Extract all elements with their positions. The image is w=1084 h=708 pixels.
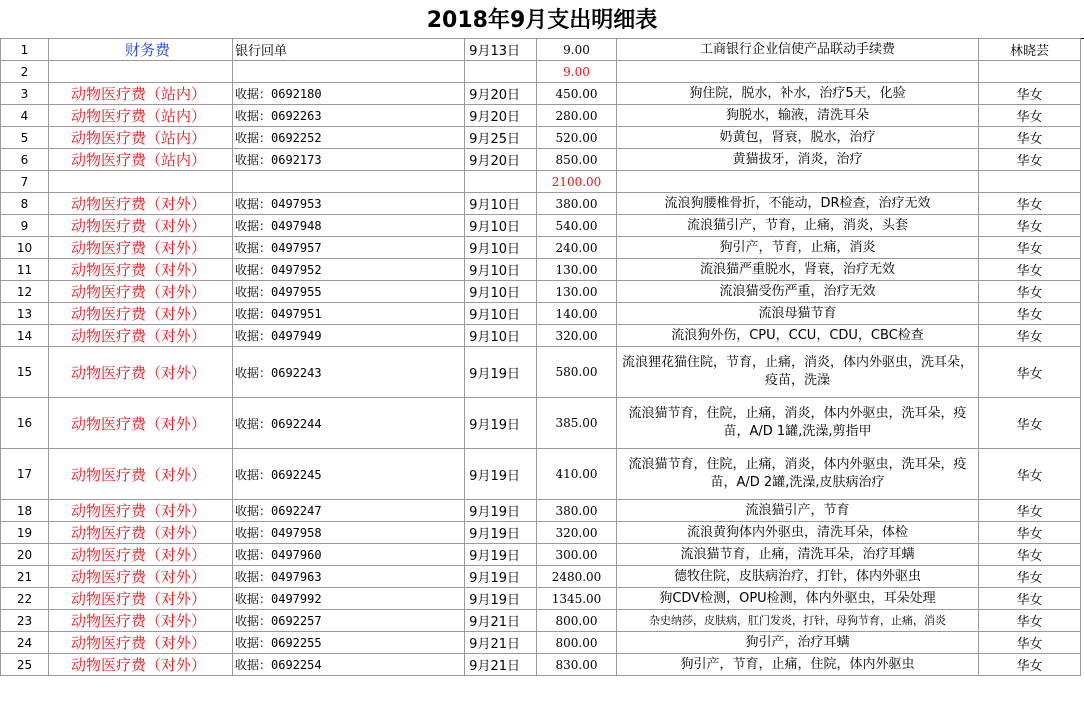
handler-cell[interactable]: 华女: [979, 566, 1081, 588]
row-number-cell[interactable]: 3: [1, 83, 49, 105]
category-cell[interactable]: 动物医疗费（站内）: [49, 105, 233, 127]
amount-cell[interactable]: 385.00: [537, 398, 617, 449]
table-row: [1, 303, 1081, 325]
receipt-cell[interactable]: 收据：0692247: [233, 500, 465, 522]
category-cell[interactable]: [49, 61, 233, 83]
table-row: [1, 347, 1081, 398]
date-cell[interactable]: 9月21日: [465, 654, 537, 676]
table-row: [1, 325, 1081, 347]
receipt-cell[interactable]: 收据：0497960: [233, 544, 465, 566]
category-cell[interactable]: 动物医疗费（对外）: [49, 281, 233, 303]
table-row: [1, 171, 1081, 193]
handler-cell[interactable]: 华女: [979, 522, 1081, 544]
receipt-cell[interactable]: 收据：0692244: [233, 398, 465, 449]
category-cell[interactable]: 动物医疗费（对外）: [49, 325, 233, 347]
amount-cell[interactable]: 410.00: [537, 449, 617, 500]
category-cell[interactable]: 动物医疗费（对外）: [49, 610, 233, 632]
description-cell[interactable]: 流浪猫引产，节育: [617, 500, 979, 522]
row-number-cell[interactable]: 2: [1, 61, 49, 83]
amount-cell[interactable]: 320.00: [537, 325, 617, 347]
table-row: [1, 654, 1081, 676]
description-cell[interactable]: 流浪猫节育，止痛，清洗耳朵，治疗耳螨: [617, 544, 979, 566]
date-cell[interactable]: 9月19日: [465, 566, 537, 588]
table-row: [1, 237, 1081, 259]
date-cell[interactable]: 9月20日: [465, 83, 537, 105]
category-cell[interactable]: 动物医疗费（对外）: [49, 259, 233, 281]
amount-cell[interactable]: 800.00: [537, 632, 617, 654]
amount-cell[interactable]: 280.00: [537, 105, 617, 127]
handler-cell[interactable]: 华女: [979, 83, 1081, 105]
date-cell[interactable]: 9月19日: [465, 588, 537, 610]
table-row: [1, 281, 1081, 303]
receipt-cell[interactable]: 收据：0497955: [233, 281, 465, 303]
description-cell[interactable]: 流浪猫引产，节育，止痛，消炎，头套: [617, 215, 979, 237]
amount-cell[interactable]: 130.00: [537, 281, 617, 303]
handler-cell[interactable]: 华女: [979, 237, 1081, 259]
handler-cell[interactable]: 华女: [979, 500, 1081, 522]
description-cell[interactable]: 流浪猫节育，住院，止痛，消炎，体内外驱虫，洗耳朵，疫苗，A/D 2罐,洗澡,皮肤病治疗: [617, 449, 979, 500]
amount-cell[interactable]: 580.00: [537, 347, 617, 398]
amount-cell[interactable]: 300.00: [537, 544, 617, 566]
handler-cell[interactable]: 华女: [979, 105, 1081, 127]
receipt-cell[interactable]: 收据：0692243: [233, 347, 465, 398]
row-number-cell[interactable]: 15: [1, 347, 49, 398]
handler-cell[interactable]: 华女: [979, 281, 1081, 303]
description-cell[interactable]: 流浪狗外伤，CPU，CCU，CDU，CBC检查: [617, 325, 979, 347]
receipt-cell[interactable]: 收据：0692254: [233, 654, 465, 676]
handler-cell[interactable]: 华女: [979, 449, 1081, 500]
date-cell[interactable]: 9月10日: [465, 303, 537, 325]
row-number-cell[interactable]: 4: [1, 105, 49, 127]
row-number-cell[interactable]: 13: [1, 303, 49, 325]
row-number-cell[interactable]: 16: [1, 398, 49, 449]
description-cell[interactable]: 狗住院，脱水，补水，治疗5天，化验: [617, 83, 979, 105]
description-cell[interactable]: 黄猫拔牙，消炎，治疗: [617, 149, 979, 171]
expense-table: [0, 38, 1081, 676]
amount-cell[interactable]: 850.00: [537, 149, 617, 171]
receipt-cell[interactable]: 收据：0692263: [233, 105, 465, 127]
table-row: [1, 215, 1081, 237]
amount-cell[interactable]: 9.00: [537, 61, 617, 83]
category-cell[interactable]: 动物医疗费（对外）: [49, 193, 233, 215]
date-cell[interactable]: [465, 61, 537, 83]
handler-cell[interactable]: 华女: [979, 259, 1081, 281]
table-row: [1, 193, 1081, 215]
date-cell[interactable]: 9月10日: [465, 281, 537, 303]
description-cell[interactable]: [617, 171, 979, 193]
table-row: [1, 500, 1081, 522]
table-row: [1, 83, 1081, 105]
amount-cell[interactable]: 450.00: [537, 83, 617, 105]
receipt-cell[interactable]: 收据：0497949: [233, 325, 465, 347]
row-number-cell[interactable]: 12: [1, 281, 49, 303]
category-cell[interactable]: 动物医疗费（对外）: [49, 544, 233, 566]
table-row: [1, 39, 1081, 61]
description-cell[interactable]: 狗引产，节育，止痛，消炎: [617, 237, 979, 259]
amount-cell[interactable]: 380.00: [537, 193, 617, 215]
amount-cell[interactable]: 9.00: [537, 39, 617, 61]
amount-cell[interactable]: 2480.00: [537, 566, 617, 588]
date-cell[interactable]: 9月20日: [465, 105, 537, 127]
row-number-cell[interactable]: 8: [1, 193, 49, 215]
table-row: [1, 127, 1081, 149]
receipt-cell[interactable]: 收据：0692255: [233, 632, 465, 654]
description-cell[interactable]: 工商银行企业信使产品联动手续费: [617, 39, 979, 61]
receipt-cell[interactable]: [233, 171, 465, 193]
date-cell[interactable]: 9月13日: [465, 39, 537, 61]
table-row: [1, 61, 1081, 83]
receipt-cell[interactable]: [233, 61, 465, 83]
description-cell[interactable]: 流浪母猫节育: [617, 303, 979, 325]
description-cell[interactable]: 流浪猫严重脱水，肾衰，治疗无效: [617, 259, 979, 281]
table-row: [1, 544, 1081, 566]
category-cell[interactable]: 动物医疗费（对外）: [49, 215, 233, 237]
row-number-cell[interactable]: 14: [1, 325, 49, 347]
handler-cell[interactable]: 华女: [979, 654, 1081, 676]
handler-cell[interactable]: 华女: [979, 215, 1081, 237]
receipt-cell[interactable]: 收据：0497953: [233, 193, 465, 215]
category-cell[interactable]: 动物医疗费（站内）: [49, 127, 233, 149]
date-cell[interactable]: 9月10日: [465, 215, 537, 237]
description-cell[interactable]: 流浪猫节育，住院，止痛，消炎，体内外驱虫，洗耳朵，疫苗，A/D 1罐,洗澡,剪指甲: [617, 398, 979, 449]
row-number-cell[interactable]: 21: [1, 566, 49, 588]
description-cell[interactable]: 狗脱水，输液，清洗耳朵: [617, 105, 979, 127]
table-row: [1, 149, 1081, 171]
category-cell[interactable]: 动物医疗费（对外）: [49, 398, 233, 449]
receipt-cell[interactable]: 收据：0692180: [233, 83, 465, 105]
date-cell[interactable]: [465, 171, 537, 193]
handler-cell[interactable]: 华女: [979, 303, 1081, 325]
date-cell[interactable]: 9月19日: [465, 347, 537, 398]
row-number-cell[interactable]: 22: [1, 588, 49, 610]
category-cell[interactable]: 动物医疗费（站内）: [49, 149, 233, 171]
table-row: [1, 566, 1081, 588]
amount-cell[interactable]: 1345.00: [537, 588, 617, 610]
description-cell[interactable]: 流浪猫受伤严重，治疗无效: [617, 281, 979, 303]
description-cell[interactable]: 狗引产，节育，止痛，住院，体内外驱虫: [617, 654, 979, 676]
description-cell[interactable]: 德牧住院，皮肤病治疗，打针，体内外驱虫: [617, 566, 979, 588]
row-number-cell[interactable]: 7: [1, 171, 49, 193]
date-cell[interactable]: 9月10日: [465, 237, 537, 259]
table-row: [1, 449, 1081, 500]
date-cell[interactable]: 9月19日: [465, 544, 537, 566]
date-cell[interactable]: 9月10日: [465, 325, 537, 347]
category-cell[interactable]: 动物医疗费（对外）: [49, 654, 233, 676]
category-cell[interactable]: 动物医疗费（对外）: [49, 632, 233, 654]
handler-cell[interactable]: 华女: [979, 610, 1081, 632]
amount-cell[interactable]: 800.00: [537, 610, 617, 632]
category-cell[interactable]: 动物医疗费（对外）: [49, 449, 233, 500]
receipt-cell[interactable]: 收据：0497957: [233, 237, 465, 259]
date-cell[interactable]: 9月25日: [465, 127, 537, 149]
receipt-cell[interactable]: 收据：0692252: [233, 127, 465, 149]
amount-cell[interactable]: 140.00: [537, 303, 617, 325]
amount-cell[interactable]: 240.00: [537, 237, 617, 259]
description-cell[interactable]: 奶黄包，肾衰，脱水，治疗: [617, 127, 979, 149]
table-row: [1, 588, 1081, 610]
receipt-cell[interactable]: 收据：0497951: [233, 303, 465, 325]
category-cell[interactable]: 财务费: [49, 39, 233, 61]
description-cell[interactable]: [617, 61, 979, 83]
handler-cell[interactable]: 华女: [979, 544, 1081, 566]
category-cell[interactable]: 动物医疗费（对外）: [49, 237, 233, 259]
date-cell[interactable]: 9月10日: [465, 193, 537, 215]
handler-cell[interactable]: 华女: [979, 398, 1081, 449]
date-cell[interactable]: 9月19日: [465, 398, 537, 449]
handler-cell[interactable]: 华女: [979, 193, 1081, 215]
row-number-cell[interactable]: 20: [1, 544, 49, 566]
handler-cell[interactable]: 华女: [979, 347, 1081, 398]
handler-cell[interactable]: [979, 171, 1081, 193]
amount-cell[interactable]: 520.00: [537, 127, 617, 149]
date-cell[interactable]: 9月21日: [465, 632, 537, 654]
amount-cell[interactable]: 830.00: [537, 654, 617, 676]
row-number-cell[interactable]: 10: [1, 237, 49, 259]
table-row: [1, 259, 1081, 281]
date-cell[interactable]: 9月20日: [465, 149, 537, 171]
description-cell[interactable]: 杂史纳莎，皮肤病，肛门发炎，打针，母狗节育，止痛，消炎: [617, 610, 979, 632]
amount-cell[interactable]: 380.00: [537, 500, 617, 522]
table-row: [1, 398, 1081, 449]
category-cell[interactable]: 动物医疗费（对外）: [49, 522, 233, 544]
sheet-title[interactable]: 2018年9月支出明细表: [0, 0, 1084, 39]
row-number-cell[interactable]: 18: [1, 500, 49, 522]
category-cell[interactable]: 动物医疗费（对外）: [49, 347, 233, 398]
receipt-cell[interactable]: 收据：0497958: [233, 522, 465, 544]
row-number-cell[interactable]: 24: [1, 632, 49, 654]
row-number-cell[interactable]: 5: [1, 127, 49, 149]
date-cell[interactable]: 9月19日: [465, 522, 537, 544]
description-cell[interactable]: 流浪狗腰椎骨折，不能动，DR检查，治疗无效: [617, 193, 979, 215]
row-number-cell[interactable]: 19: [1, 522, 49, 544]
handler-cell[interactable]: [979, 61, 1081, 83]
table-row: [1, 610, 1081, 632]
row-number-cell[interactable]: 9: [1, 215, 49, 237]
receipt-cell[interactable]: 收据：0497952: [233, 259, 465, 281]
table-row: [1, 632, 1081, 654]
handler-cell[interactable]: 华女: [979, 588, 1081, 610]
date-cell[interactable]: 9月21日: [465, 610, 537, 632]
row-number-cell[interactable]: 25: [1, 654, 49, 676]
amount-cell[interactable]: 540.00: [537, 215, 617, 237]
table-row: [1, 522, 1081, 544]
category-cell[interactable]: 动物医疗费（对外）: [49, 500, 233, 522]
category-cell[interactable]: 动物医疗费（对外）: [49, 566, 233, 588]
description-cell[interactable]: 流浪狸花猫住院，节育，止痛，消炎，体内外驱虫，洗耳朵，疫苗，洗澡: [617, 347, 979, 398]
receipt-cell[interactable]: 收据：0692245: [233, 449, 465, 500]
receipt-cell[interactable]: 收据：0692173: [233, 149, 465, 171]
receipt-cell[interactable]: 收据：0497963: [233, 566, 465, 588]
row-number-cell[interactable]: 6: [1, 149, 49, 171]
handler-cell[interactable]: 华女: [979, 632, 1081, 654]
handler-cell[interactable]: 华女: [979, 127, 1081, 149]
amount-cell[interactable]: 2100.00: [537, 171, 617, 193]
handler-cell[interactable]: 华女: [979, 325, 1081, 347]
category-cell[interactable]: 动物医疗费（对外）: [49, 303, 233, 325]
category-cell[interactable]: 动物医疗费（对外）: [49, 588, 233, 610]
row-number-cell[interactable]: 1: [1, 39, 49, 61]
date-cell[interactable]: 9月19日: [465, 449, 537, 500]
amount-cell[interactable]: 320.00: [537, 522, 617, 544]
amount-cell[interactable]: 130.00: [537, 259, 617, 281]
row-number-cell[interactable]: 17: [1, 449, 49, 500]
receipt-cell[interactable]: 收据：0692257: [233, 610, 465, 632]
receipt-cell[interactable]: 收据：0497992: [233, 588, 465, 610]
description-cell[interactable]: 狗CDV检测，OPU检测，体内外驱虫，耳朵处理: [617, 588, 979, 610]
handler-cell[interactable]: 林晓芸: [979, 39, 1081, 61]
handler-cell[interactable]: 华女: [979, 149, 1081, 171]
receipt-cell[interactable]: 收据：0497948: [233, 215, 465, 237]
table-row: [1, 105, 1081, 127]
row-number-cell[interactable]: 23: [1, 610, 49, 632]
category-cell[interactable]: [49, 171, 233, 193]
description-cell[interactable]: 狗引产，治疗耳螨: [617, 632, 979, 654]
date-cell[interactable]: 9月19日: [465, 500, 537, 522]
date-cell[interactable]: 9月10日: [465, 259, 537, 281]
category-cell[interactable]: 动物医疗费（站内）: [49, 83, 233, 105]
description-cell[interactable]: 流浪黄狗体内外驱虫，清洗耳朵，体检: [617, 522, 979, 544]
row-number-cell[interactable]: 11: [1, 259, 49, 281]
receipt-cell[interactable]: 银行回单: [233, 39, 465, 61]
